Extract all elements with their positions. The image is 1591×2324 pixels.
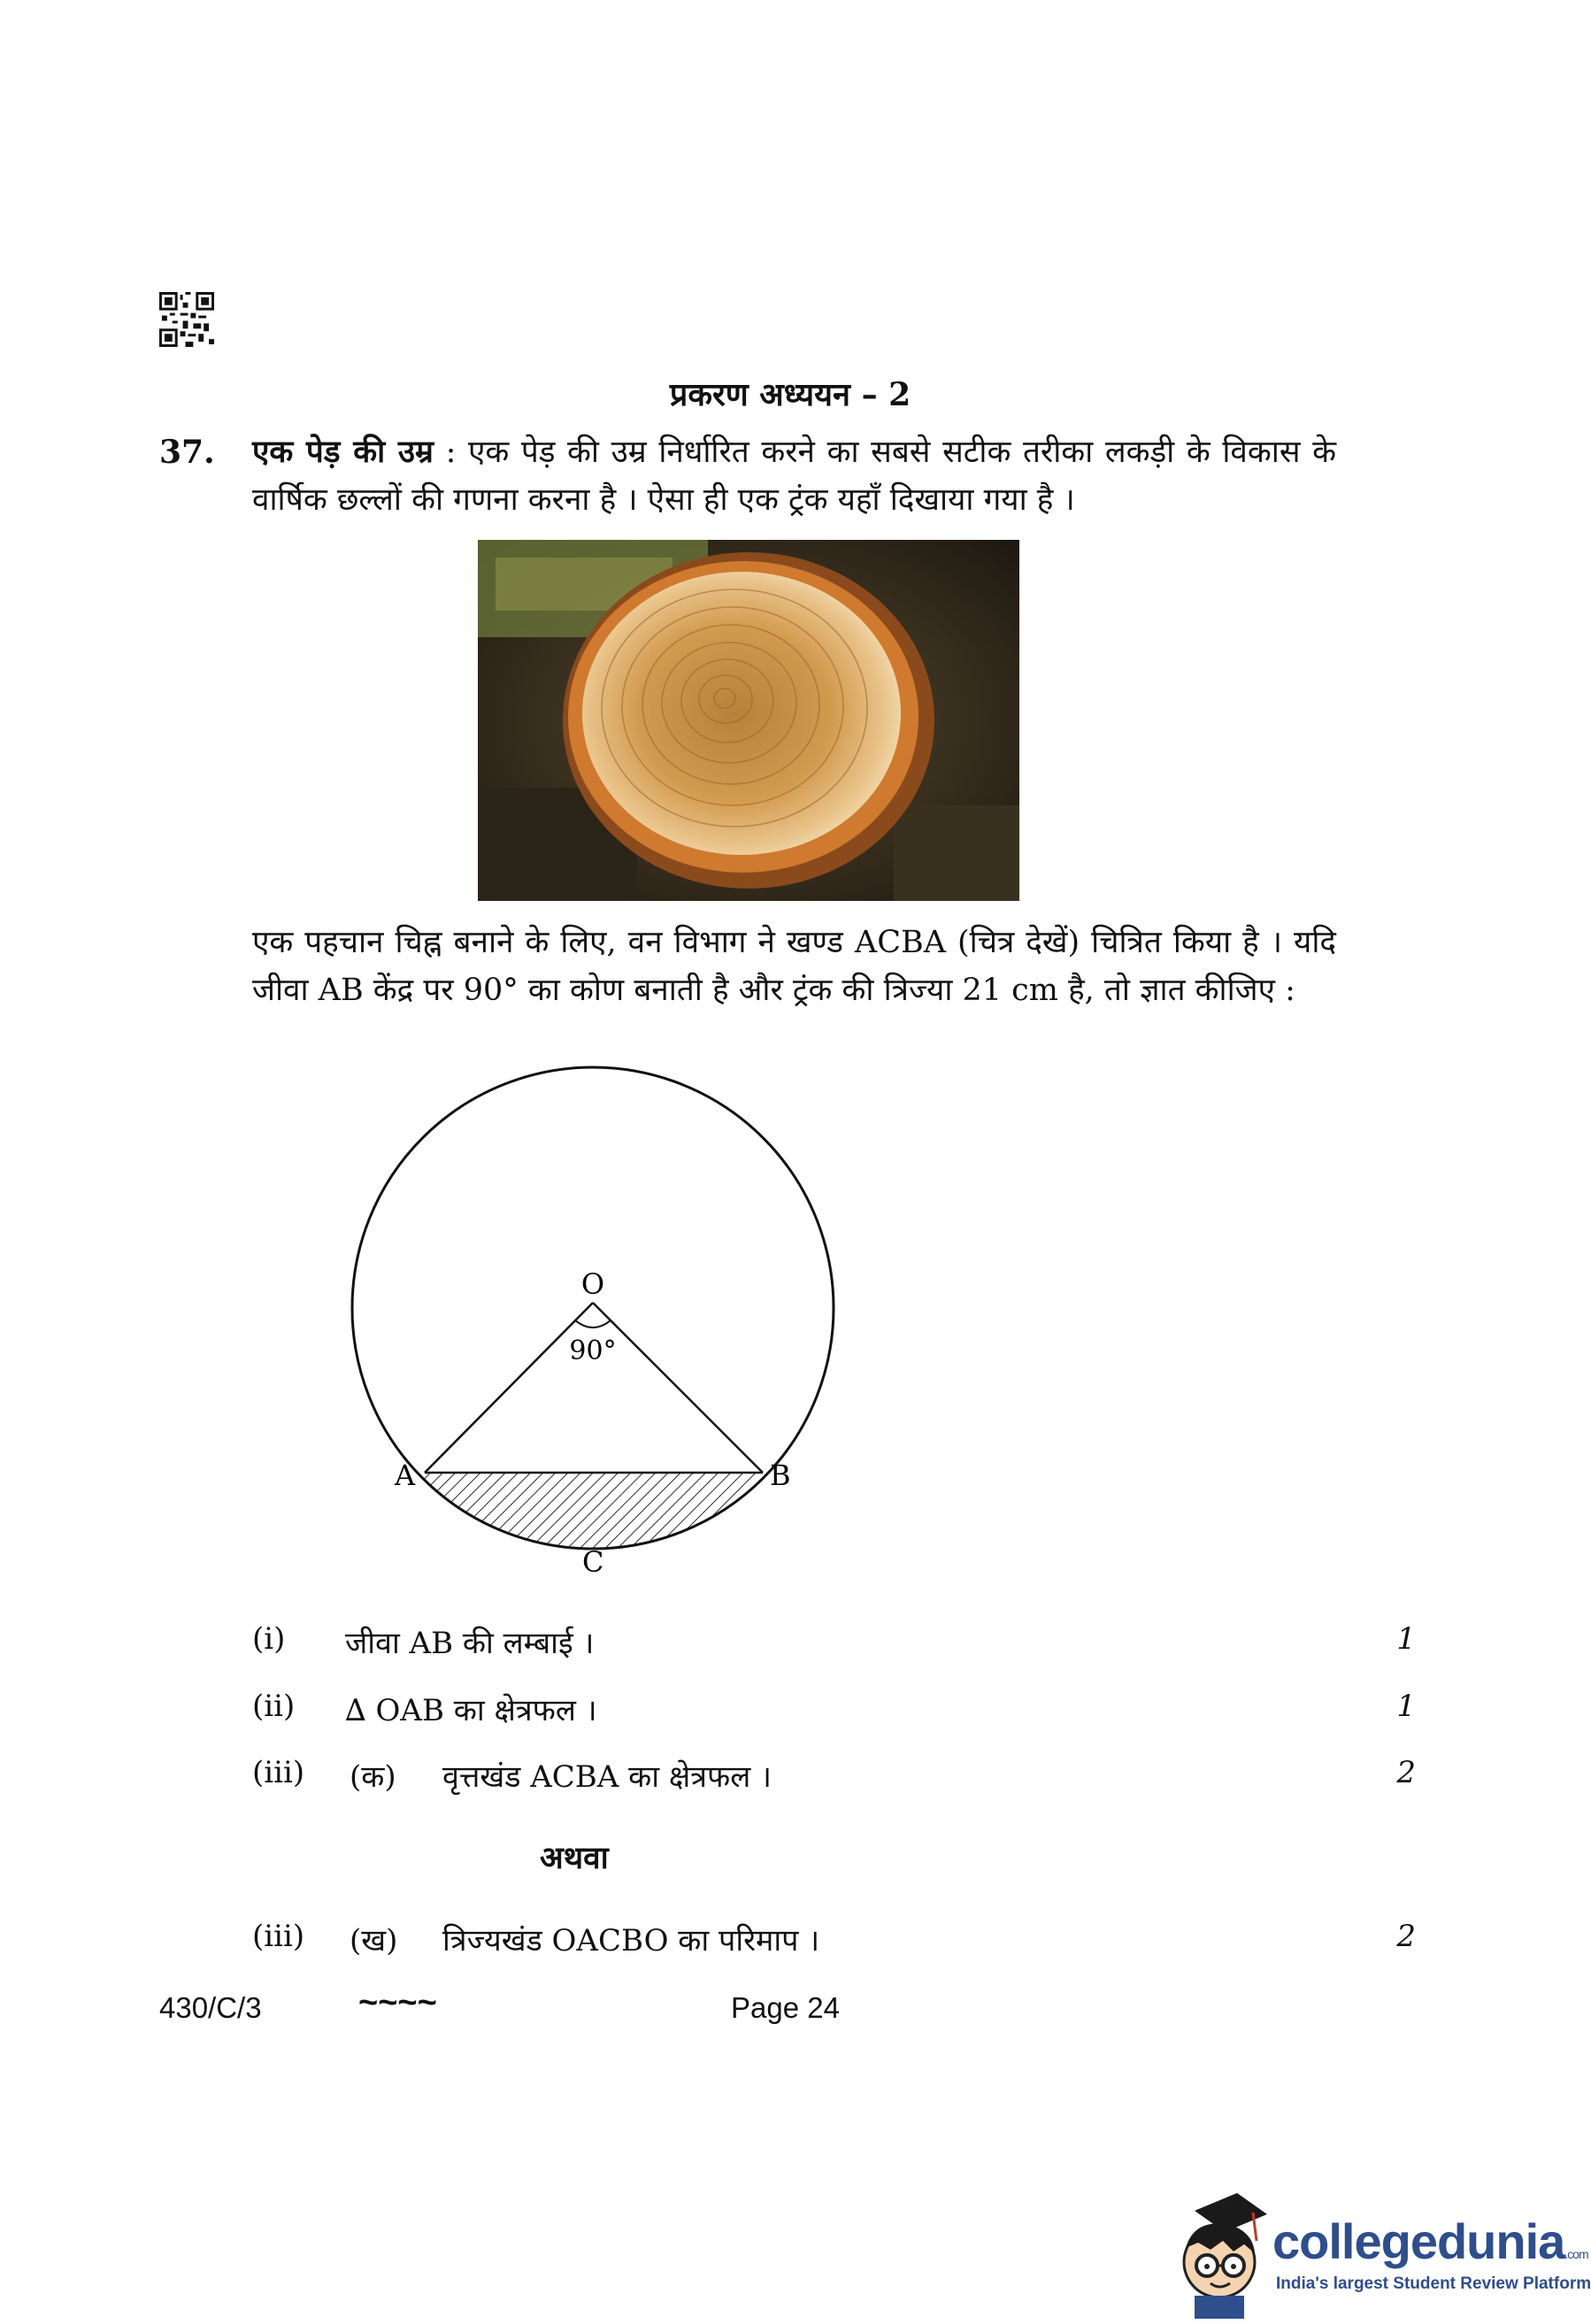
footer-tilde: ~~~~ — [358, 1984, 437, 2021]
radius-oa — [425, 1303, 593, 1473]
label-c: C — [582, 1545, 604, 1579]
label-angle: 90° — [569, 1335, 617, 1366]
part-iii-b-number: (iii) — [252, 1919, 305, 1954]
collegedunia-mascot-logo — [1168, 2186, 1274, 2319]
part-iii-a-text: वृत्तखंड ACBA का क्षेत्रफल । — [442, 1759, 772, 1795]
brand-tagline: India's largest Student Review Platform — [1276, 2274, 1591, 2293]
label-o: O — [580, 1267, 605, 1301]
circle-segment-diagram — [336, 1053, 867, 1584]
part-iii-a-marks: 2 — [1396, 1755, 1416, 1790]
section-heading: प्रकरण अध्ययन – 2 — [669, 376, 911, 413]
part-iii-b-sub: (ख) — [350, 1923, 398, 1958]
radius-ob — [593, 1303, 763, 1473]
part-ii-text: ∆ OAB का क्षेत्रफल । — [345, 1693, 597, 1728]
part-iii-b-marks: 2 — [1396, 1919, 1416, 1954]
part-i-marks: 1 — [1396, 1621, 1416, 1657]
part-iii-b-text: त्रिज्यखंड OACBO का परिमाप । — [442, 1923, 820, 1958]
question-problem: एक पहचान चिह्न बनाने के लिए, वन विभाग ने खण्ड ACBA (चित्र देखें) चित्रित किया है । यदि जीवा AB केंद्र पर 90° का कोण बनाती है और ट्रंक की त्रिज्या 21 cm है, तो ज्ञात कीजिए : — [252, 925, 1336, 1008]
part-i-text: जीवा AB की लम्बाई । — [345, 1626, 595, 1661]
or-separator: अथवा — [540, 1840, 609, 1876]
page-number: Page 24 — [731, 1991, 840, 2024]
question-intro-text: : एक पेड़ की उम्र निर्धारित करने का सबसे सटीक तरीका लकड़ी के विकास के वार्षिक छल्लों की गणना करना है । ऐसा ही एक ट्रंक यहाँ दिखाया गया है । — [252, 435, 1336, 518]
collegedunia-logo — [1168, 2186, 1591, 2319]
part-ii-marks: 1 — [1396, 1689, 1416, 1724]
brand-name: collegedunia — [1272, 2213, 1565, 2269]
question-title: एक पेड़ की उम्र — [252, 434, 434, 470]
tree-trunk-rings-photo — [478, 540, 1019, 901]
paper-code: 430/C/3 — [159, 1991, 262, 2024]
part-iii-a-sub: (क) — [350, 1759, 396, 1795]
angle-arc — [575, 1320, 611, 1327]
label-b: B — [770, 1458, 791, 1492]
qr-code-icon — [159, 292, 214, 347]
part-i-number: (i) — [252, 1621, 286, 1657]
brand-dotcom: .com — [1564, 2247, 1588, 2261]
question-intro — [252, 428, 1336, 524]
part-ii-number: (ii) — [252, 1689, 296, 1724]
label-a: A — [395, 1458, 416, 1492]
question-number: 37. — [159, 434, 215, 471]
part-iii-a-number: (iii) — [252, 1755, 305, 1790]
